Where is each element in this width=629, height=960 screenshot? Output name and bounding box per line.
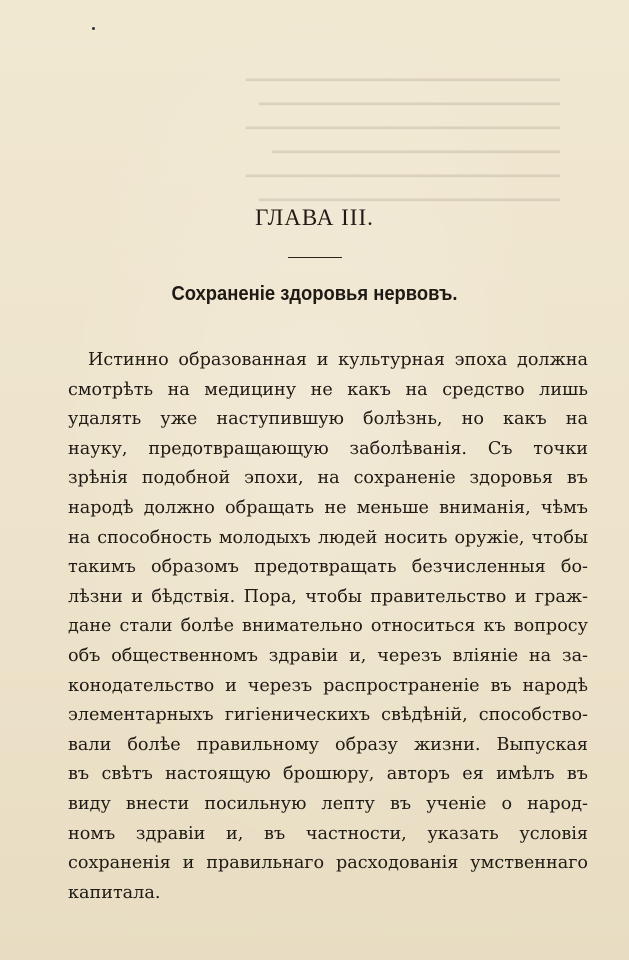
text-line: на способность молодыхъ людей носить оружіе, чтобы bbox=[68, 527, 588, 548]
text-line: вали болѣе правильному образу жизни. Выпуская bbox=[68, 734, 588, 755]
chapter-heading: ГЛАВА III. bbox=[255, 205, 374, 230]
bleed-through-text: ▁▁▁▁▁▁▁▁▁▁▁▁▁▁▁▁▁▁▁▁▁▁▁▁ ▁▁▁▁▁▁▁▁▁▁▁▁▁▁▁▁▁▁▁▁▁▁▁ ▁▁▁▁▁▁▁▁▁▁▁▁▁▁▁▁▁▁▁▁▁▁▁▁ ▁▁▁▁▁▁▁▁▁▁▁▁▁▁▁▁▁▁▁▁▁▁ ▁▁▁▁▁▁▁▁▁▁▁▁▁▁▁▁▁▁▁▁▁▁▁▁ ▁▁▁▁▁▁▁▁▁▁▁▁▁▁▁▁▁▁▁▁▁▁▁ bbox=[246, 62, 560, 202]
text-line: удалять уже наступившую болѣзнь, но какъ на bbox=[68, 409, 588, 430]
section-title: Сохраненіе здоровья нервовъ. bbox=[171, 283, 458, 305]
text-line: смотрѣть на медицину не какъ на средство лишь bbox=[68, 379, 588, 400]
text-line: сохраненія и правильнаго расходованія умственнаго bbox=[68, 853, 588, 874]
text-line: въ свѣтъ настоящую брошюру, авторъ ея имѣлъ въ bbox=[68, 764, 588, 785]
text-line: конодательство и черезъ распространеніе въ народѣ bbox=[68, 675, 588, 696]
text-line: такимъ образомъ предотвращать безчисленныя бо- bbox=[68, 557, 588, 578]
text-line: дане стали болѣе внимательно относиться къ вопросу bbox=[68, 616, 588, 637]
text-line: объ общественномъ здравіи и, черезъ вліяніе на за- bbox=[68, 645, 588, 666]
title-divider bbox=[288, 257, 342, 258]
text-line: народѣ должно обращать не меньше вниманія, чѣмъ bbox=[68, 497, 588, 518]
text-line: элементарныхъ гигіеническихъ свѣдѣній, способство- bbox=[68, 705, 588, 726]
text-line: Истинно образованная и культурная эпоха должна bbox=[88, 350, 588, 370]
text-line: номъ здравіи и, въ частности, указать условія bbox=[68, 823, 588, 844]
body-text bbox=[68, 346, 588, 908]
text-line: капитала. bbox=[68, 882, 161, 903]
ink-speck bbox=[92, 27, 95, 30]
text-line: лѣзни и бѣдствія. Пора, чтобы правительство и граж- bbox=[68, 586, 588, 607]
text-line: виду внести посильную лепту въ ученіе о народ- bbox=[68, 793, 588, 814]
text-line: зрѣнія подобной эпохи, на сохраненіе здоровья въ bbox=[68, 468, 588, 489]
text-line: науку, предотвращающую заболѣванія. Съ точки bbox=[68, 438, 588, 459]
